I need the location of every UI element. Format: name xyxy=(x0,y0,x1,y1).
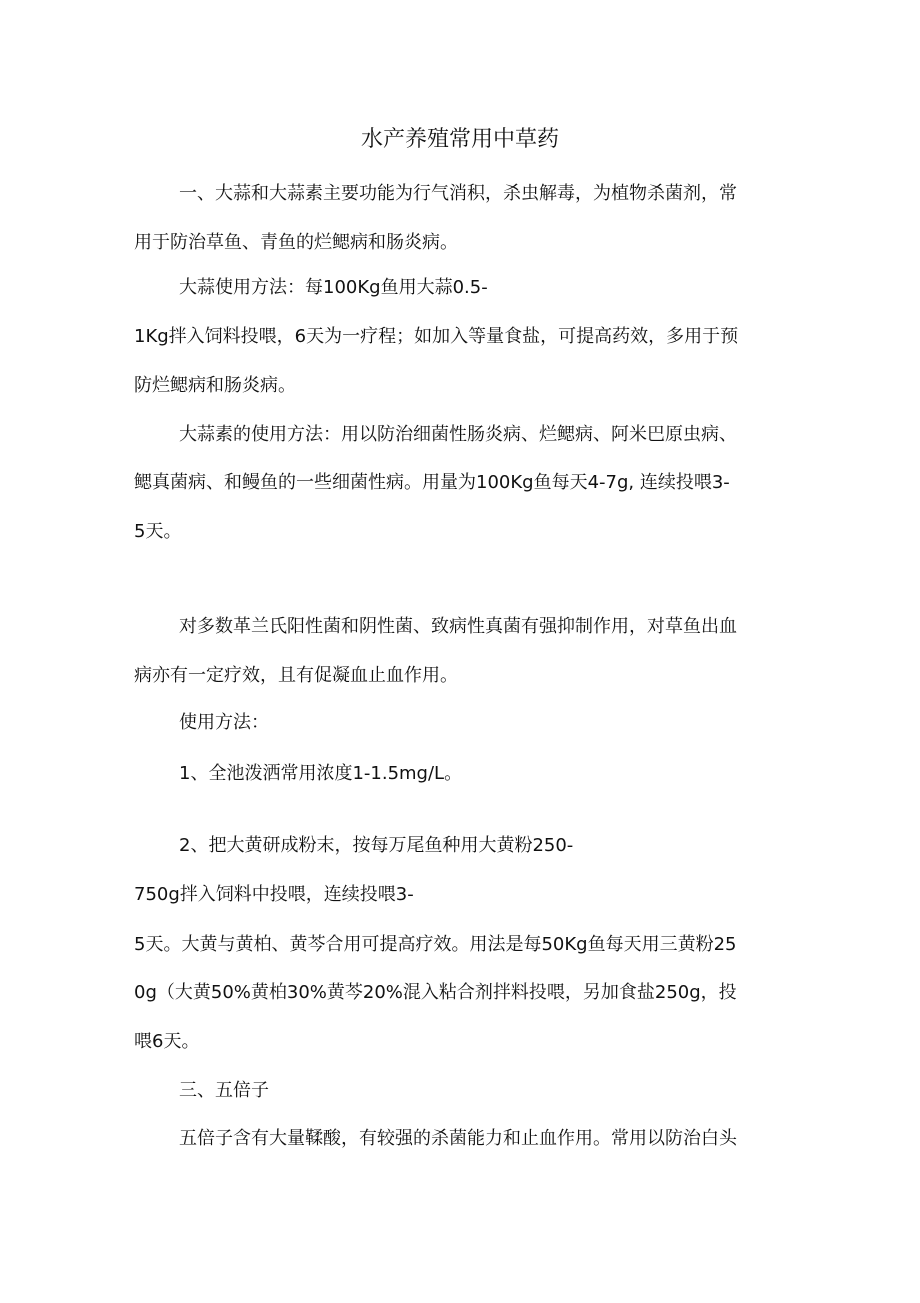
paragraph-line: 2、把大黄研成粉末，按每万尾鱼种用大黄粉250- xyxy=(179,835,574,856)
paragraph-line: 0g（大黄50%黄柏30%黄芩20%混入粘合剂拌料投喂，另加食盐250g，投 xyxy=(134,982,737,1003)
paragraph-line: 用于防治草鱼、青鱼的烂鳃病和肠炎病。 xyxy=(134,232,458,253)
document-title: 水产养殖常用中草药 xyxy=(360,127,559,152)
paragraph-line: 1、全池泼洒常用浓度1-1.5mg/L。 xyxy=(179,763,463,784)
paragraph-line: 5天。大黄与黄柏、黄芩合用可提高疗效。用法是每50Kg鱼每天用三黄粉25 xyxy=(134,934,737,955)
paragraph-line: 防烂鳃病和肠炎病。 xyxy=(134,375,296,396)
paragraph-line: 对多数革兰氏阳性菌和阴性菌、致病性真菌有强抑制作用，对草鱼出血 xyxy=(179,616,737,637)
paragraph-line: 使用方法： xyxy=(179,712,269,733)
paragraph-line: 5天。 xyxy=(134,521,182,542)
paragraph-line: 750g拌入饲料中投喂，连续投喂3- xyxy=(134,884,414,905)
paragraph-line: 大蒜使用方法：每100Kg鱼用大蒜0.5- xyxy=(179,277,488,298)
paragraph-line: 鳃真菌病、和鳗鱼的一些细菌性病。用量为100Kg鱼每天4-7g, 连续投喂3- xyxy=(134,472,730,493)
paragraph-line: 大蒜素的使用方法：用以防治细菌性肠炎病、烂鳃病、阿米巴原虫病、 xyxy=(179,424,737,445)
paragraph-line: 一、大蒜和大蒜素主要功能为行气消积，杀虫解毒，为植物杀菌剂，常 xyxy=(179,183,737,204)
paragraph-line: 1Kg拌入饲料投喂，6天为一疗程；如加入等量食盐，可提高药效，多用于预 xyxy=(134,326,739,347)
paragraph-line: 病亦有一定疗效，且有促凝血止血作用。 xyxy=(134,665,458,686)
paragraph-line: 五倍子含有大量鞣酸，有较强的杀菌能力和止血作用。常用以防治白头 xyxy=(179,1128,737,1149)
paragraph-line: 喂6天。 xyxy=(134,1031,200,1052)
section-heading: 三、五倍子 xyxy=(179,1080,269,1101)
